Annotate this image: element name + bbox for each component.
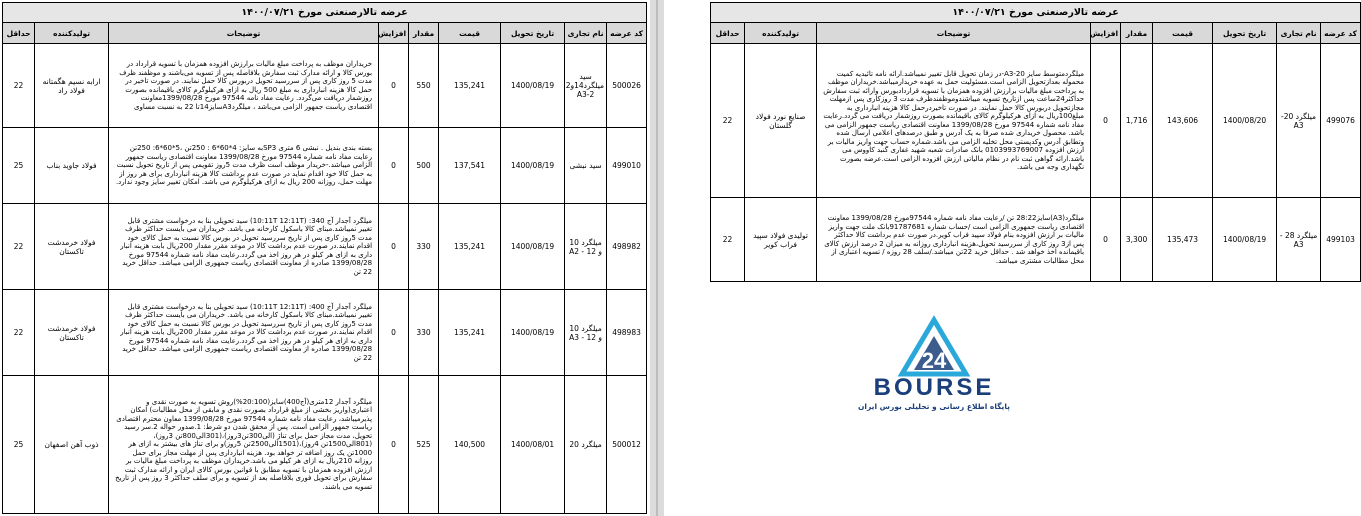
header-min: حداقل (711, 23, 745, 44)
cell-producer: فولاد خرمدشت تاکستان (35, 204, 109, 290)
header-price: قیمت (439, 23, 501, 44)
cell-increase: 0 (379, 204, 409, 290)
cell-qty: 500 (409, 128, 439, 204)
cell-price: 135,241 (439, 204, 501, 290)
table-row (3, 44, 647, 128)
logo-triangle-icon (804, 318, 1064, 378)
cell-code: 500026 (607, 44, 647, 128)
right-page (664, 0, 1357, 516)
logo-caption: پایگاه اطلاع رسانی و تحلیلی بورس ایران (858, 402, 1010, 411)
cell-name: میلگرد 28 - A3 (1277, 198, 1321, 282)
cell-description: میلگرد آجدار 12متری(آج400)سایز(20:100%)روش تسویه به صورت نقدی و اعتباری(واریز بخشی از مبلغ قرارداد بصورت نقدی و مابقی از محل مطالبات) امکان پذیرمیباشد، رعایت مفاد نامه شماره 97544 مورخ 1399/08/28 معاون محترم اقتصادی ریاست جمهور الزامی است. پس از محقق شدن دو شرط: 1.صدور حواله 2.سر رسید تحویل، مدت مجاز حمل برای تناژ (الی300تن3روز)،(301الی800تن 3روز)،(801الی1500تن 4روز)،(1501الی2500تن 5روز)و برای تناژ های بیشتر به ازای هر 1000تن یک روز اضافه تر خواهد بود. هزینه انبارداری پس از مهلت مجاز برای حمل روزانه 210ریال به ازای هر کیلو می باشد.خریداران موظف به پرداخت مبلغ مالیات بر ارزش افزوده همزمان با تسویه مطابق با قوانین بورس کالای ایران و ارائه مدارک ثبت سفارش برای تحویل فوری بلافاصله بعد از تسویه و برای سلف حداکثر 3 روز پس از تاریخ تسویه می باشند. (109, 376, 379, 514)
cell-increase: 0 (1091, 198, 1121, 282)
cell-price: 135,241 (439, 290, 501, 376)
cell-code: 499076 (1321, 44, 1361, 198)
table-title: عرضه تالارصنعتی مورخ ۱۴۰۰/۰۷/۲۱ (3, 3, 647, 23)
cell-qty: 330 (409, 204, 439, 290)
cell-increase: 0 (379, 44, 409, 128)
cell-increase: 0 (1091, 44, 1121, 198)
svg-text:24: 24 (921, 348, 947, 373)
cell-date: 1400/08/19 (501, 204, 565, 290)
cell-date: 1400/08/19 (501, 290, 565, 376)
header-row (3, 23, 647, 44)
header-producer: تولیدکننده (35, 23, 109, 44)
cell-producer: فولاد جاوید بناب (35, 128, 109, 204)
cell-qty: 330 (409, 290, 439, 376)
header-price: قیمت (1153, 23, 1213, 44)
offer-table-right (710, 2, 1361, 282)
cell-code: 499010 (607, 128, 647, 204)
cell-min: 22 (3, 204, 35, 290)
cell-increase: 0 (379, 376, 409, 514)
cell-code: 499103 (1321, 198, 1361, 282)
table-row (3, 128, 647, 204)
cell-code: 498983 (607, 290, 647, 376)
left-page (0, 0, 650, 516)
cell-price: 140,500 (439, 376, 501, 514)
table-row (711, 44, 1361, 198)
cell-increase: 0 (379, 128, 409, 204)
cell-min: 25 (3, 376, 35, 514)
table-row (3, 290, 647, 376)
cell-date: 1400/08/19 (501, 128, 565, 204)
cell-description: میلگردمتوسط سایز 20-A3-در زمان تحویل قابل تغییر نمیباشد.ارائه نامه تائیدیه کمیت محموله بعدازتحویل الزامی است.مسئولیت حمل به عهده خریدارمیباشد.خریداران موظف به پرداخت مبلغ مالیات برارزش افزوده همزمان با تسویه قراردادبورس وارائه ثبت سفارش حداکثر24ساعت پس ازتاریخ تسویه میباشندوموظفندظرف مدت 3 روزکاری پس ازمهلت مجازتحویل دربورس کالا حمل نمایند. در صورت تاخیردرحمل کالا هزینه انبارداری به مبلغ100ریال به ازای هرکیلوگرم کالای باقیمانده بصورت روزشمار دریافت می گردد.رعایت مفاد نامه شماره 97544 مورخ 1399/08/28 معاونت اقتصادی ریاست جمهور الزامی می باشد. محصول خریداری شده صرفا به یک آدرس و طبق درصدهای اعلامی ارسال شده وتطابق آدرس وکدپستی محل تخلیه الزامی می باشد.شماره حساب جهت واریز مالیات بر ارزش افزوده 0103993769007 بانک صادرات شعبه شهید غفاری گنبد کاووس می باشد.ارائه گواهی ثبت نام در نظام مالیاتی ارزش افزوده الزامی است.عرضه بصورت نگهداری وجه می باشد. (817, 44, 1091, 198)
cell-price: 137,541 (439, 128, 501, 204)
cell-code: 498982 (607, 204, 647, 290)
cell-min: 22 (3, 290, 35, 376)
cell-qty: 525 (409, 376, 439, 514)
offer-table-left (2, 2, 647, 514)
cell-qty: 550 (409, 44, 439, 128)
header-name: نام تجاری (565, 23, 607, 44)
cell-price: 135,473 (1153, 198, 1213, 282)
cell-date: 1400/08/20 (1213, 44, 1277, 198)
cell-increase: 0 (379, 290, 409, 376)
header-code: کد عرضه (1321, 23, 1361, 44)
cell-description: بسته بندی بندیل . نبشی 6 متری SP3به سایز: 4*60*6 : 250تن ،5*60*6: 250تن رعایت مفاد نامه شماره 97544 مورخ 1399/08/28 معاونت اقتصادی ریاست جمهور الزامی میباشد.-خریدار موظف است ظرف مدت 5روز تقویمی پس از تاریخ تحویل نسبت به حمل کالا خود اقدام نماید در صورت عدم برداشت کالا هزینه انبارداری برای هر روز از مهلت حمل، روزانه 200 ریال به ازای هرکیلوگرم می باشد. امکان تغییر سایز وجود ندارد. (109, 128, 379, 204)
cell-min: 25 (3, 128, 35, 204)
cell-date: 1400/08/01 (501, 376, 565, 514)
cell-min: 22 (711, 44, 745, 198)
cell-producer: فولاد خرمدشت تاکستان (35, 290, 109, 376)
cell-name: سید میلگرد14و2 A3-2 (565, 44, 607, 128)
header-row (711, 23, 1361, 44)
header-qty: مقدار (409, 23, 439, 44)
header-date: تاریخ تحویل (501, 23, 565, 44)
cell-min: 22 (711, 198, 745, 282)
cell-price: 143,606 (1153, 44, 1213, 198)
header-name: نام تجاری (1277, 23, 1321, 44)
cell-name: میلگرد 10 و 12 - A2 (565, 204, 607, 290)
cell-code: 500012 (607, 376, 647, 514)
logo-word: BOURSE (873, 374, 995, 401)
table-title: عرضه تالارصنعتی مورخ ۱۴۰۰/۰۷/۲۱ (711, 3, 1361, 23)
table-row (3, 204, 647, 290)
cell-producer: صنایع نورد فولاد گلستان (745, 44, 817, 198)
cell-producer: تولیدی فولاد سپید فراب کویر (745, 198, 817, 282)
header-min: حداقل (3, 23, 35, 44)
cell-producer: ذوب آهن اصفهان (35, 376, 109, 514)
bourse-logo (804, 318, 1064, 414)
header-code: کد عرضه (607, 23, 647, 44)
cell-name: سید نبشی (565, 128, 607, 204)
cell-name: میلگرد 20 (565, 376, 607, 514)
cell-name: میلگرد 10 و 12 - A3 (565, 290, 607, 376)
cell-qty: 1,716 (1121, 44, 1153, 198)
header-description: توضیحات (817, 23, 1091, 44)
header-qty: مقدار (1121, 23, 1153, 44)
cell-description: میلگرد(A3)سایز28:22 تن /رعایت مفاد نامه شماره 97544مورخ 1399/08/28 معاونت اقتصادی ریاست جمهوری الزامی است /حساب شماره 91787681بانک ملت جهت واریز مالیات بر ارزش افزوده بنام فولاد سپید فراب کویر.در صورت عدم برداشت کالا حداکثر پس از3 روز کاری از سررسید تحویل،هزینه انبارداری روزانه به میزان 2 درصد ارزش کالای باقیمانده اخذ خواهد شد . حداقل خرید 22تن میباشد./سلف 28 روزه / تسویه اعتباری از محل مطالبات مشتری میباشد. (817, 198, 1091, 282)
header-date: تاریخ تحویل (1213, 23, 1277, 44)
cell-description: میلگرد آجدار آج 340: (10:11T 12:11T) سید تحویلی بنا به درخواست مشتری قابل تغییر نمیباشد.مبنای کالا باسکول کارخانه می باشد. خریداران می بایست حداکثر ظرف مدت 5روز کاری پس از تاریخ سررسید تحویل در بورس کالا نسبت به حمل کالای خود اقدام نمایند.در صورت عدم برداشت کالا در موعد مقرر مقدار 200ریال بابت هزینه انبار داری به ازای هر کیلو در هر روز اخذ می گردد.رعایت مفاد نامه شماره 97544 مورخ 1399/08/28 صادره از معاونت اقتصادی ریاست جمهوری الزامی میباشد. حداقل خرید 22 تن (109, 204, 379, 290)
table-row (711, 198, 1361, 282)
cell-qty: 3,300 (1121, 198, 1153, 282)
header-description: توضیحات (109, 23, 379, 44)
cell-price: 135,241 (439, 44, 501, 128)
cell-description: میلگرد آجدار آج 400: (10:11T 12:11T) سید تحویلی بنا به درخواست مشتری قابل تغییر نمیباشد.مبنای کالا باسکول کارخانه می باشد. خریداران می بایست حداکثر ظرف مدت 5روز کاری پس از تاریخ سررسید تحویل در بورس کالا نسبت به حمل کالای خود اقدام نمایند.در صورت عدم برداشت کالا در موعد مقرر مقدار 200ریال بابت هزینه انبار داری به ازای هر کیلو در هر روز اخذ می گردد.رعایت مفاد نامه شماره 97544 مورخ 1399/08/28 صادره از معاونت اقتصادی ریاست جمهوری الزامی میباشد. حداقل خرید 22 تن (109, 290, 379, 376)
cell-date: 1400/08/19 (501, 44, 565, 128)
cell-name: میلگرد 20- A3 (1277, 44, 1321, 198)
cell-min: 22 (3, 44, 35, 128)
cell-producer: ارابه نسیم هگمتانه فولاد راد (35, 44, 109, 128)
header-increase: افزایش (1091, 23, 1121, 44)
page-gutter (650, 0, 664, 516)
cell-description: خریداران موظف به پرداخت مبلغ مالیات برارزش افزوده همزمان با تسویه قرارداد در بورس کالا و ارائه مدارک ثبت سفارش بلافاصله پس از تسویه می‌باشند و موظفند ظرف مدت 5 روز کاری پس از سررسید تحویل دربورس کالا حمل نمایند. در صورت تاخیر در حمل کالا هزینه انبارداری به مبلغ 500 ریال به ازای هرکیلوگرم کالای باقیمانده بصورت روزشمار دریافت می‌گردد. رعایت مفاد نامه 97544 مورخ 1399/08/28معاونت اقتصادی ریاست جمهور الزامی می‌باشد ، میلگردA3سایز14تا 22 به نسبت مساوی (109, 44, 379, 128)
header-producer: تولیدکننده (745, 23, 817, 44)
cell-date: 1400/08/19 (1213, 198, 1277, 282)
header-increase: افزایش (379, 23, 409, 44)
table-row (3, 376, 647, 514)
